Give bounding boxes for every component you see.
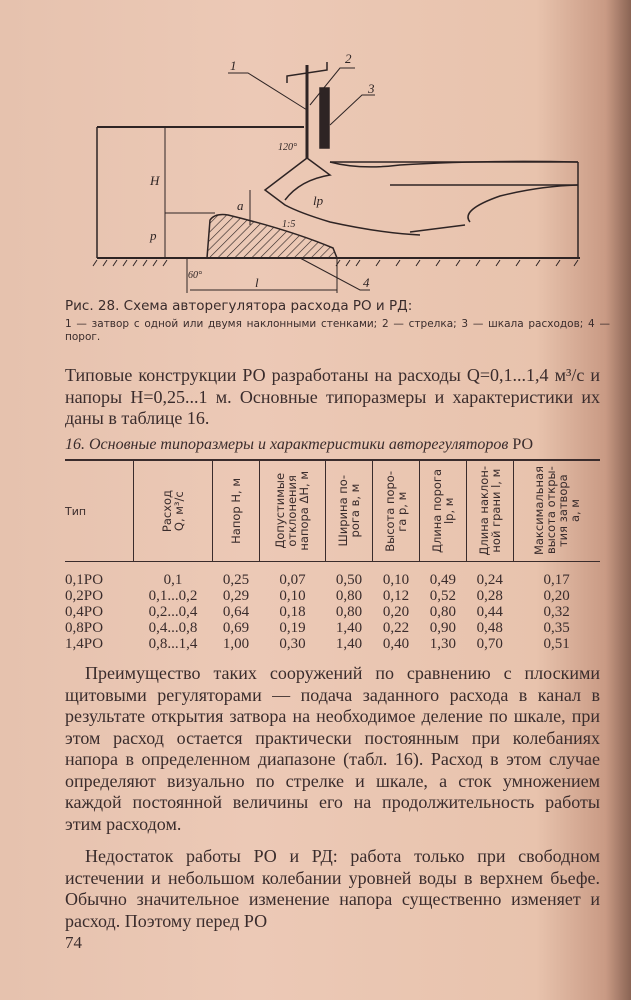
label-H: H	[150, 173, 160, 188]
label-scale: 3	[368, 81, 375, 96]
paragraph-1: Типовые конструкции РО разработаны на расходы Q=0,1...1,4 м³/с и напоры H=0,25...1 м. Основные типоразмеры и характеристики их даны в таблице 16.	[65, 365, 600, 428]
table-cell: 0,51	[543, 636, 570, 652]
table-cell: 0,8РО	[65, 620, 104, 636]
table-cell: 0,2...0,4	[148, 604, 198, 620]
table-cell: 0,10	[382, 572, 410, 588]
table-cell: 0,12	[382, 588, 410, 604]
table-cell: 0,28	[476, 588, 503, 604]
label-angle-120: 120°	[278, 142, 297, 153]
table-row	[65, 588, 600, 604]
table-cell: 1,40	[335, 620, 363, 636]
table-cell: 0,2РО	[65, 588, 104, 604]
figure-caption: Рис. 28. Схема авторегулятора расхода РО и РД:	[65, 298, 413, 314]
specs-table	[65, 459, 600, 652]
table-row	[65, 562, 600, 589]
regulator-diagram	[0, 0, 631, 300]
table-cell: 0,50	[335, 572, 363, 588]
table-cell: 0,49	[429, 572, 456, 588]
label-arrow: 2	[345, 51, 352, 66]
label-gate: 1	[230, 58, 237, 73]
label-slope: 1:5	[282, 219, 296, 230]
label-angle-60: 60°	[188, 270, 202, 281]
table-cell: 0,1	[163, 572, 183, 588]
header-deviation: Допустимые отклонения напора ΔH, м	[259, 460, 325, 562]
label-p: p	[150, 228, 157, 243]
table-cell: 0,17	[543, 572, 570, 588]
table-cell: 0,19	[279, 620, 306, 636]
table-cell: 0,10	[279, 588, 306, 604]
header-sill-height: Высота поро- га p, м	[372, 460, 419, 562]
table-cell: 0,80	[335, 604, 363, 620]
table-cell: 0,22	[382, 620, 410, 636]
table-cell: 0,35	[543, 620, 570, 636]
table-cell: 0,40	[382, 636, 410, 652]
table-cell: 0,69	[222, 620, 250, 636]
table-cell: 0,32	[543, 604, 570, 620]
header-slope-length: Длина наклон- ной грани l, м	[466, 460, 513, 562]
label-a: a	[237, 198, 244, 213]
table-cell: 0,8...1,4	[148, 636, 198, 652]
table-cell: 0,4РО	[65, 604, 104, 620]
table-cell: 0,24	[476, 572, 503, 588]
paragraph-3: Недостаток работы РО и РД: работа только при свободном истечении и небольшом колебании уровней воды в верхнем бьефе. Обычно значительное изменение напора существенно изменяет и расход. Поэтому перед РО	[65, 846, 600, 931]
table-cell: 0,48	[476, 620, 503, 636]
paragraph-2: Преимущество таких сооружений по сравнению с плоскими щитовыми регуляторами — подача заданного расхода в канал в результате открытия затвора на необходимое деление по шкале, при этом расход остается практически постоянным при колебаниях напора в определенном диапазоне (табл. 16). Расход в этом случае определяют визуально по стрелке и шкале, а сток умножением каждой постоянной величины его на продолжительность работы этим расходом.	[65, 663, 600, 834]
table-cell: 0,1...0,2	[148, 588, 198, 604]
table-title	[65, 436, 600, 454]
table-cell: 0,30	[279, 636, 306, 652]
table-row	[65, 620, 600, 636]
table-cell: 0,4...0,8	[148, 620, 198, 636]
table-cell: 1,4РО	[65, 636, 104, 652]
header-head: Напор H, м	[213, 460, 260, 562]
page-number: 74	[65, 933, 82, 952]
table-header-row	[65, 460, 600, 562]
table-cell: 0,29	[222, 588, 250, 604]
header-sill-width: Ширина по- рога в, м	[326, 460, 373, 562]
table-cell: 0,70	[476, 636, 503, 652]
header-max-opening: Максимальная высота откры- тия затвора a, м	[513, 460, 600, 562]
table-cell: 0,90	[429, 620, 456, 636]
table-cell: 0,18	[279, 604, 306, 620]
table-cell: 0,20	[543, 588, 570, 604]
table-cell: 1,30	[429, 636, 456, 652]
label-l: l	[255, 275, 259, 290]
figure-legend: 1 — затвор с одной или двумя наклонными стенками; 2 — стрелка; 3 — шкала расходов; 4 — порог.	[65, 318, 610, 343]
table-row	[65, 604, 600, 620]
table-title-text: 16. Основные типоразмеры и характеристики авторегуляторов	[65, 436, 509, 453]
table-cell: 0,64	[222, 604, 250, 620]
label-sill: 4	[363, 275, 370, 290]
table-cell: 0,44	[476, 604, 503, 620]
header-flow: Расход Q, м³/с	[134, 460, 213, 562]
table-cell: 0,80	[429, 604, 456, 620]
label-lp: lp	[313, 193, 324, 208]
table-cell: 0,07	[279, 572, 306, 588]
table-cell: 0,20	[382, 604, 410, 620]
table-cell: 0,80	[335, 588, 363, 604]
table-cell: 0,1РО	[65, 572, 104, 588]
table-cell: 1,40	[335, 636, 363, 652]
header-type: Тип	[65, 460, 134, 562]
table-cell: 0,25	[222, 572, 250, 588]
table-title-suffix: РО	[512, 436, 534, 453]
table-row	[65, 636, 600, 652]
table-cell: 1,00	[222, 636, 250, 652]
header-sill-length: Длина порога lр, м	[419, 460, 466, 562]
table-cell: 0,52	[429, 588, 456, 604]
